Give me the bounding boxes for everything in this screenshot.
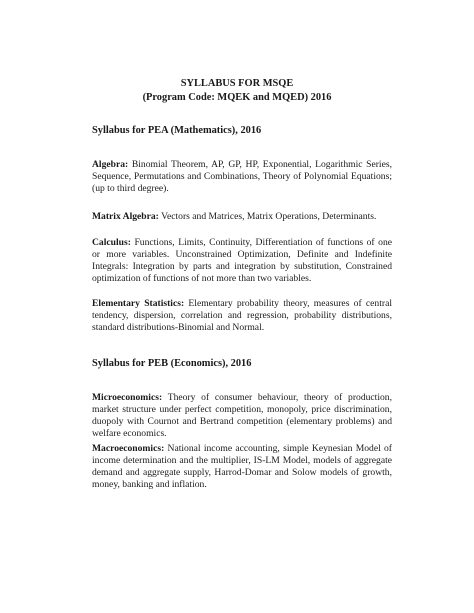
section-heading-peb: Syllabus for PEB (Economics), 2016 xyxy=(92,358,252,369)
topic-elementary-statistics xyxy=(92,298,392,334)
topic-text: National income accounting, simple Keynesian Model of income determination and the multiplier, IS-LM Model, models of aggregate demand and aggregate supply, Harrod-Domar and Solow models of growth, money, banking and inflation. xyxy=(92,443,392,490)
topic-calculus xyxy=(92,237,392,285)
document-subtitle: (Program Code: MQEK and MQED) 2016 xyxy=(142,92,332,103)
topic-term: Calculus: xyxy=(92,237,131,248)
topic-text: Vectors and Matrices, Matrix Operations, Determinants. xyxy=(158,211,377,222)
topic-algebra xyxy=(92,159,392,195)
topic-term: Elementary Statistics: xyxy=(92,298,185,309)
topic-text: Binomial Theorem, AP, GP, HP, Exponential, Logarithmic Series, Sequence, Permutations and Combinations, Theory of Polynomial Equations; (up to third degree). xyxy=(92,159,392,194)
topic-term: Matrix Algebra: xyxy=(92,211,159,222)
topic-term: Algebra: xyxy=(92,159,129,170)
topic-text: Functions, Limits, Continuity, Differentiation of functions of one or more variables. Unconstrained Optimization, Definite and Indefinite Integrals: Integration by parts and integration by substitution, Constrained optimization of functions of not more than two variables. xyxy=(92,237,392,284)
topic-term: Macroeconomics: xyxy=(92,443,165,454)
topic-text: Theory of consumer behaviour, theory of production, market structure under perfect competition, monopoly, price discrimination, duopoly with Cournot and Bertrand competition (elementary problems) and welfare economics. xyxy=(92,392,392,439)
topic-matrix-algebra xyxy=(92,211,392,223)
section-heading-pea: Syllabus for PEA (Mathematics), 2016 xyxy=(92,125,262,136)
topic-microeconomics xyxy=(92,392,392,440)
topic-text: Elementary probability theory, measures of central tendency, dispersion, correlation and regression, probability distributions, standard distributions-Binomial and Normal. xyxy=(92,298,392,333)
document-title: SYLLABUS FOR MSQE xyxy=(180,78,294,89)
topic-macroeconomics xyxy=(92,443,392,491)
topic-term: Microeconomics: xyxy=(92,392,163,403)
